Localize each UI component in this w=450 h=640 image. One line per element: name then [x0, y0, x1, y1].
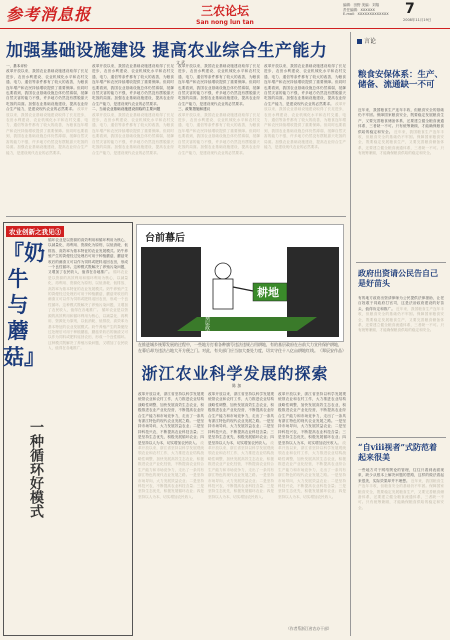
article-text-continued: 改革开放以来，浙江省坚持以科学发展观统领农业和农村工作，大力推进农业结构战略性调整，加快发展高效生态农业，积极推进农业产业化经营，不断提高农业综合生产能力和市场竞争力，走出了一条具有浙江特色的现代农业发展之路。一是坚持市场导向，大力发展效益农业；二是坚持科技兴农，不断提高农业科技含量；三是坚持生态优先，积极发展循环农业；四是坚持以人为本，切实增加农民收入。: [278, 440, 346, 499]
page-number: 7: [405, 1, 415, 17]
figure-body: [213, 279, 233, 309]
masthead: [0, 0, 450, 28]
sidebar-divider: [356, 262, 446, 263]
sidebar-text-continued: 近年来，我国粮食生产连年丰收，但粮食安全的基础仍不牢固。保障国家粮食安全，既要稳定发展粮食生产，又要完善粮食储备体系，还要建立健全粮食流通体系，三者缺一不可。只有统筹兼顾，才能确保粮食供给的稳定和安全。: [358, 478, 444, 510]
col-heading: 一、基本评价: [6, 64, 28, 68]
section-name: 三农论坛: [200, 4, 249, 18]
sidebar-item3-title: “自viii视者”式防范着起来很美: [358, 442, 437, 462]
author-note: （作者系浙江省农办干部）: [286, 626, 332, 631]
cartoon-caption: 在推进城乡统筹发展的过程中，一些地方打着各种旗号违法违规占用耕地，有的基层政府在台前大力宣传保护耕地，在幕后却为违法占地大开方便之门。对此，有关部门应当加大查处力度，切实守住十八亿亩耕地红线。（郑辰安作品）: [138, 342, 346, 353]
article-text-continued: 改革开放以来，我国农业基础设施建设取得了长足进步，农田水利建设、农业机械化水平和农村交通、电力、通信等条件都有了较大的改善，为粮食连年增产和农民持续增收提供了重要保障。但同时也要看到，我国农业基础设施总体仍然薄弱，抵御自然灾害的能力不强，许多地方仍然没有摆脱靠天吃饭的局面。加强农业基础设施建设，提高农业综合生产能力，是建设现代农业的必然要求。: [6, 107, 88, 155]
cartoon-title: 台前幕后: [145, 233, 185, 244]
cartoon-illustration: [136, 224, 344, 342]
masthead-meta: [343, 3, 403, 17]
sidebar-text: 有的地方政府出资请律师为公民提供法律援助，让老百姓敢于同政府打官司，这是法治政府建设的好苗头，值得肯定和推广。: [358, 296, 444, 311]
top-byline: 文 武: [176, 60, 186, 65]
col-heading: 三、政策措施和建议: [178, 107, 211, 112]
mid-article-col1: [138, 392, 204, 630]
land-patch: [177, 317, 317, 331]
feature-body: [48, 238, 128, 632]
masthead-meta-line: 责任编辑：XXXXXX: [343, 7, 375, 12]
top-article-col1: [6, 64, 88, 214]
mid-article-col2: [208, 392, 274, 630]
article-text: 改革开放以来，我国农业基础设施建设取得了长足进步，农田水利建设、农业机械化水平和农村交通、电力、通信等条件都有了较大的改善，为粮食连年增产和农民持续增收提供了重要保障。但同时也要看到，我国农业基础设施总体仍然薄弱，抵御自然灾害的能力不强，许多地方仍然没有摆脱靠天吃饭的局面。加强农业基础设施建设，提高农业综合生产能力，是建设现代农业的必然要求。: [264, 64, 346, 106]
section-title: [170, 2, 280, 26]
feature-title: 『奶牛与蘑菇』: [3, 240, 45, 369]
newspaper-logo: 参考消息报: [6, 5, 92, 24]
square-icon: [357, 39, 362, 44]
sidebar-text-continued: 近年来，我国粮食生产连年丰收，但粮食安全的基础仍不牢固。保障国家粮食安全，既要稳定发展粮食生产，又要完善粮食储备体系，还要建立健全粮食流通体系，三者缺一不可。只有统筹兼顾，才能确保粮食供给的稳定和安全。: [358, 306, 444, 333]
feature-subtitle: 一种循环好模式: [28, 420, 44, 518]
top-article-col2: [92, 64, 174, 214]
top-article-col4: [264, 64, 346, 214]
cartoon-drawing: [137, 225, 343, 341]
article-text: 改革开放以来，我国农业基础设施建设取得了长足进步，农田水利建设、农业机械化水平和农村交通、电力、通信等条件都有了较大的改善，为粮食连年增产和农民持续增收提供了重要保障。但同时也要看到，我国农业基础设施总体仍然薄弱，抵御自然灾害的能力不强，许多地方仍然没有摆脱靠天吃饭的局面。加强农业基础设施建设，提高农业综合生产能力，是建设现代农业的必然要求。: [6, 69, 88, 112]
section-pinyin: San nong lun tan: [196, 19, 254, 26]
figure-label: 基层政府: [204, 315, 210, 335]
sidebar-label-text: 言论: [364, 38, 377, 45]
sidebar-text-continued: 近年来，我国粮食生产连年丰收，但粮食安全的基础仍不牢固。保障国家粮食安全，既要稳定发展粮食生产，又要完善粮食储备体系，还要建立健全粮食流通体系，三者缺一不可。只有统筹兼顾，才能确保粮食供给的稳定和安全。: [358, 129, 444, 156]
article-text-continued: 改革开放以来，我国农业基础设施建设取得了长足进步，农田水利建设、农业机械化水平和农村交通、电力、通信等条件都有了较大的改善，为粮食连年增产和农民持续增收提供了重要保障。但同时也要看到，我国农业基础设施总体仍然薄弱，抵御自然灾害的能力不强，许多地方仍然没有摆脱靠天吃饭的局面。加强农业基础设施建设，提高农业综合生产能力，是建设现代农业的必然要求。: [264, 101, 346, 150]
sidebar-text: 近年来，我国粮食生产连年丰收，但粮食安全的基础仍不牢固。保障国家粮食安全，既要稳定发展粮食生产，又要完善粮食储备体系，还要建立健全粮食流通体系，三者缺一不可。只有统筹兼顾，才能确保粮食供给的稳定和安全。: [358, 108, 444, 134]
sidebar-text: 一些地方对于网络舆论的管理，往往只看到表面现象，缺少从根本上解决问题的思路，这样的做法看起来很美，实际效果却并不理想。: [358, 468, 444, 483]
feature-tag: 农业创新之我见③: [6, 226, 64, 237]
issue-date: 2008年11月19日: [403, 18, 432, 22]
feature-text: 循环农业是以资源的高效利用和循环利用为核心，以减量化、再利用、资源化为原则，以低消耗、低排放、高效率为基本特征的农业发展模式。奶牛养殖产生的粪便经过处理后可用于种植蘑菇，蘑菇采收后的菌渣又可以作为饲料或肥料返回农田，形成一个良性循环。这种模式既解决了养殖污染问题，又增加了农民收入，值得在各地推广。: [48, 238, 128, 275]
masthead-meta-line: 编辑：田野 美编：刘翔: [343, 3, 380, 7]
farmland-label: 耕地: [257, 286, 279, 299]
article-text-continued: 改革开放以来，我国农业基础设施建设取得了长足进步，农田水利建设、农业机械化水平和农村交通、电力、通信等条件都有了较大的改善，为粮食连年增产和农民持续增收提供了重要保障。但同时也要看到，我国农业基础设施总体仍然薄弱，抵御自然灾害的能力不强，许多地方仍然没有摆脱靠天吃饭的局面。加强农业基础设施建设，提高农业综合生产能力，是建设现代农业的必然要求。: [178, 112, 260, 155]
article-text: 改革开放以来，我国农业基础设施建设取得了长足进步，农田水利建设、农业机械化水平和农村交通、电力、通信等条件都有了较大的改善，为粮食连年增产和农民持续增收提供了重要保障。但同时也要看到，我国农业基础设施总体仍然薄弱，抵御自然灾害的能力不强，许多地方仍然没有摆脱靠天吃饭的局面。加强农业基础设施建设，提高农业综合生产能力，是建设现代农业的必然要求。: [178, 64, 260, 106]
top-headline: 加强基础设施建设 提高农业综合生产能力: [6, 41, 328, 61]
sidebar-body: [358, 108, 444, 260]
masthead-info: [343, 3, 447, 25]
figure-arm: [233, 287, 253, 291]
section-divider: [6, 216, 346, 217]
masthead-divider: [0, 28, 450, 29]
article-text: 改革开放以来，浙江省坚持以科学发展观统领农业和农村工作，大力推进农业结构战略性调整，加快发展高效生态农业，积极推进农业产业化经营，不断提高农业综合生产能力和市场竞争力，走出了一条具有浙江特色的现代农业发展之路。一是坚持市场导向，大力发展效益农业；二是坚持科技兴农，不断提高农业科技含量；三是坚持生态优先，积极发展循环农业；四是坚持以人为本，切实增加农民收入。: [208, 392, 274, 445]
masthead-meta-line: E-mail：XXXXXXXXXXXXX: [343, 12, 389, 16]
article-text: 改革开放以来，浙江省坚持以科学发展观统领农业和农村工作，大力推进农业结构战略性调整，加快发展高效生态农业，积极推进农业产业化经营，不断提高农业综合生产能力和市场竞争力，走出了一条具有浙江特色的现代农业发展之路。一是坚持市场导向，大力发展效益农业；二是坚持科技兴农，不断提高农业科技含量；三是坚持生态优先，积极发展循环农业；四是坚持以人为本，切实增加农民收入。: [278, 392, 346, 445]
sidebar-divider: [356, 437, 446, 438]
column-divider: [350, 32, 351, 636]
mid-article-title: 浙江农业科学发展的探索: [141, 364, 329, 383]
feature-text-continued: 循环农业是以资源的高效利用和循环利用为核心，以减量化、再利用、资源化为原则，以低消耗、低排放、高效率为基本特征的农业发展模式。奶牛养殖产生的粪便经过处理后可用于种植蘑菇，蘑菇采收后的菌渣又可以作为饲料或肥料返回农田，形成一个良性循环。这种模式既解决了养殖污染问题，又增加了农民收入，值得在各地推广。: [48, 308, 128, 351]
mid-byline: 陈 加: [232, 383, 242, 388]
sidebar-item3-body: [358, 468, 444, 634]
sidebar-title: 粮食安保体系：生产、储备、流通缺一不可: [358, 70, 444, 90]
article-text: 改革开放以来，浙江省坚持以科学发展观统领农业和农村工作，大力推进农业结构战略性调整，加快发展高效生态农业，积极推进农业产业化经营，不断提高农业综合生产能力和市场竞争力，走出了一条具有浙江特色的现代农业发展之路。一是坚持市场导向，大力发展效益农业；二是坚持科技兴农，不断提高农业科技含量；三是坚持生态优先，积极发展循环农业；四是坚持以人为本，切实增加农民收入。: [138, 392, 204, 445]
sidebar-item2-body: [358, 296, 444, 432]
article-text-continued: 改革开放以来，浙江省坚持以科学发展观统领农业和农村工作，大力推进农业结构战略性调整，加快发展高效生态农业，积极推进农业产业化经营，不断提高农业综合生产能力和市场竞争力，走出了一条具有浙江特色的现代农业发展之路。一是坚持市场导向，大力发展效益农业；二是坚持科技兴农，不断提高农业科技含量；三是坚持生态优先，积极发展循环农业；四是坚持以人为本，切实增加农民收入。: [208, 440, 274, 499]
sidebar-item2-title: 政府出资请公民告自己是好苗头: [358, 268, 438, 288]
article-text-continued: 改革开放以来，浙江省坚持以科学发展观统领农业和农村工作，大力推进农业结构战略性调整，加快发展高效生态农业，积极推进农业产业化经营，不断提高农业综合生产能力和市场竞争力，走出了一条具有浙江特色的现代农业发展之路。一是坚持市场导向，大力发展效益农业；二是坚持科技兴农，不断提高农业科技含量；三是坚持生态优先，积极发展循环农业；四是坚持以人为本，切实增加农民收入。: [138, 440, 204, 499]
article-text: 改革开放以来，我国农业基础设施建设取得了长足进步，农田水利建设、农业机械化水平和农村交通、电力、通信等条件都有了较大的改善，为粮食连年增产和农民持续增收提供了重要保障。但同时也要看到，我国农业基础设施总体仍然薄弱，抵御自然灾害的能力不强，许多地方仍然没有摆脱靠天吃饭的局面。加强农业基础设施建设，提高农业综合生产能力，是建设现代农业的必然要求。: [92, 64, 174, 106]
figure-head: [215, 263, 231, 279]
top-article-col3: [178, 64, 260, 214]
mid-article-col3: [278, 392, 346, 622]
col-heading: 二、当前农业基础设施建设面临的主要问题: [92, 107, 161, 112]
sidebar-label: [357, 36, 376, 45]
article-text-continued: 改革开放以来，我国农业基础设施建设取得了长足进步，农田水利建设、农业机械化水平和农村交通、电力、通信等条件都有了较大的改善，为粮食连年增产和农民持续增收提供了重要保障。但同时也要看到，我国农业基础设施总体仍然薄弱，抵御自然灾害的能力不强，许多地方仍然没有摆脱靠天吃饭的局面。加强农业基础设施建设，提高农业综合生产能力，是建设现代农业的必然要求。: [92, 112, 174, 155]
feature-text-continued: 循环农业是以资源的高效利用和循环利用为核心，以减量化、再利用、资源化为原则，以低消耗、低排放、高效率为基本特征的农业发展模式。奶牛养殖产生的粪便经过处理后可用于种植蘑菇，蘑菇采收后的菌渣又可以作为饲料或肥料返回农田，形成一个良性循环。这种模式既解决了养殖污染问题，又增加了农民收入，值得在各地推广。: [48, 270, 128, 313]
